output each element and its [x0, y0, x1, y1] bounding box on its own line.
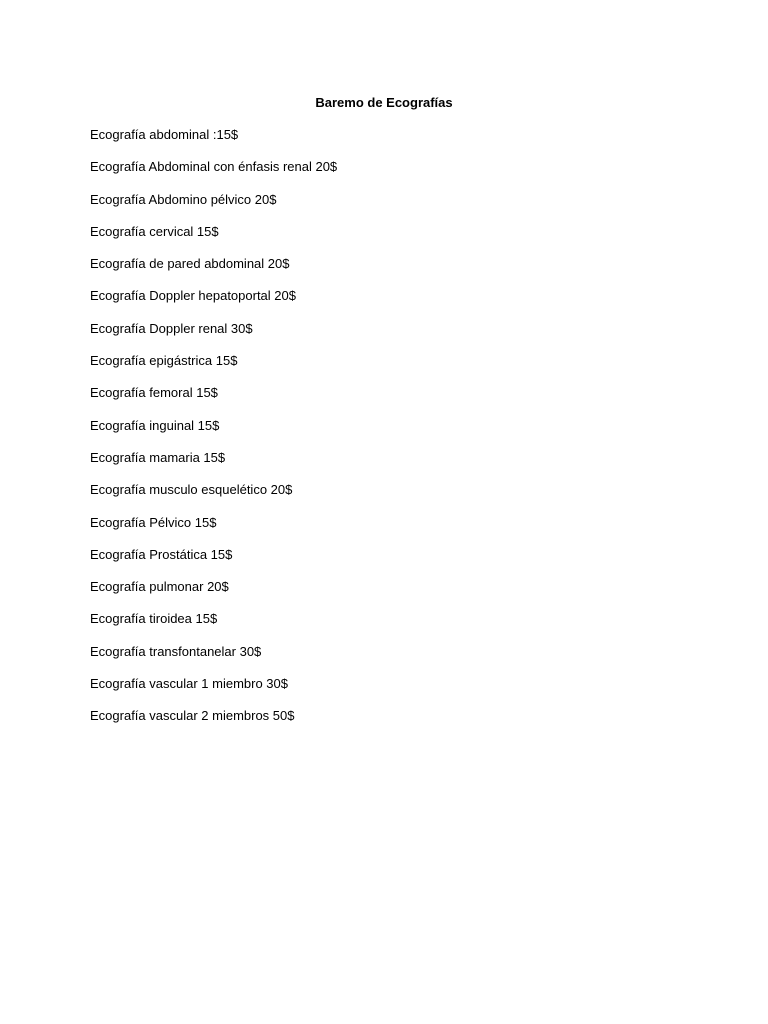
list-item: Ecografía Pélvico 15$ — [90, 514, 217, 530]
list-item: Ecografía Abdominal con énfasis renal 20$ — [90, 159, 338, 175]
list-item: Ecografía epigástrica 15$ — [90, 353, 238, 369]
list-item: Ecografía transfontanelar 30$ — [90, 643, 262, 659]
list-item: Ecografía femoral 15$ — [90, 385, 218, 401]
list-item: Ecografía Abdomino pélvico 20$ — [90, 191, 277, 207]
list-item: Ecografía mamaria 15$ — [90, 449, 226, 465]
list-item: Ecografía vascular 1 miembro 30$ — [90, 676, 288, 692]
list-item: Ecografía vascular 2 miembros 50$ — [90, 708, 295, 724]
list-item: Ecografía pulmonar 20$ — [90, 579, 229, 595]
list-item: Ecografía Prostática 15$ — [90, 546, 233, 562]
list-item: Ecografía Doppler hepatoportal 20$ — [90, 288, 296, 304]
list-item: Ecografía abdominal :15$ — [90, 127, 239, 142]
list-item: Ecografía Doppler renal 30$ — [90, 320, 253, 336]
list-item: Ecografía tiroidea 15$ — [90, 611, 218, 627]
list-item: Ecografía cervical 15$ — [90, 223, 219, 239]
list-item: Ecografía musculo esquelético 20$ — [90, 482, 293, 498]
document-title: Baremo de Ecografías — [315, 95, 453, 110]
list-item: Ecografía de pared abdominal 20$ — [90, 256, 290, 272]
price-list — [90, 126, 337, 740]
list-item: Ecografía inguinal 15$ — [90, 417, 220, 433]
